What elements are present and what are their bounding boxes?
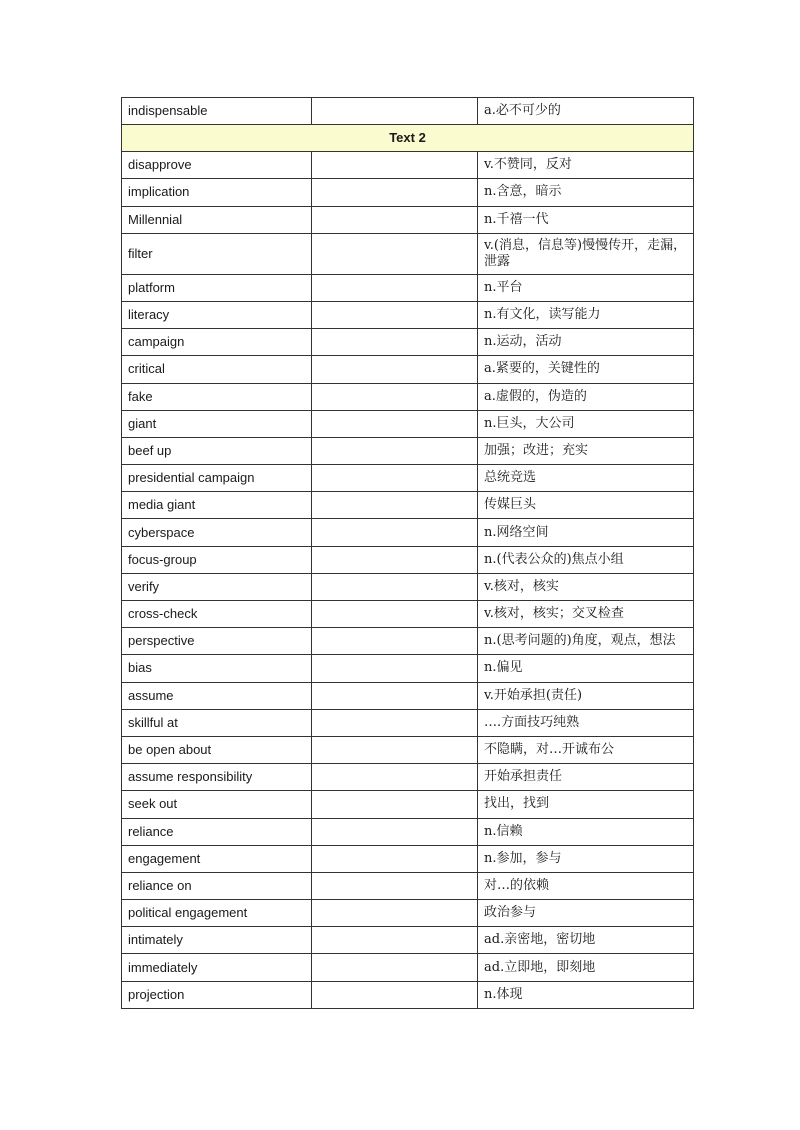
definition-cell: 不隐瞒，对…开诚布公: [478, 736, 694, 763]
note-cell[interactable]: [312, 655, 478, 682]
word-cell: perspective: [122, 628, 312, 655]
word-cell: beef up: [122, 437, 312, 464]
note-cell[interactable]: [312, 927, 478, 954]
definition-cell: 政治参与: [478, 900, 694, 927]
definition-cell: 对…的依赖: [478, 872, 694, 899]
table-row: [122, 601, 694, 628]
table-row: [122, 954, 694, 981]
word-cell: filter: [122, 233, 312, 274]
note-cell[interactable]: [312, 233, 478, 274]
word-cell: platform: [122, 274, 312, 301]
note-cell[interactable]: [312, 981, 478, 1008]
note-cell[interactable]: [312, 492, 478, 519]
word-cell: critical: [122, 356, 312, 383]
table-row: [122, 492, 694, 519]
table-row: [122, 274, 694, 301]
note-cell[interactable]: [312, 465, 478, 492]
table-row: [122, 709, 694, 736]
note-cell[interactable]: [312, 356, 478, 383]
word-cell: campaign: [122, 329, 312, 356]
definition-cell: 找出，找到: [478, 791, 694, 818]
note-cell[interactable]: [312, 546, 478, 573]
note-cell[interactable]: [312, 736, 478, 763]
word-cell: projection: [122, 981, 312, 1008]
table-row: [122, 519, 694, 546]
definition-cell: v.核对，核实: [478, 573, 694, 600]
definition-cell: a.必不可少的: [478, 98, 694, 125]
word-cell: implication: [122, 179, 312, 206]
table-row: [122, 329, 694, 356]
table-row: [122, 573, 694, 600]
table-row: [122, 465, 694, 492]
note-cell[interactable]: [312, 791, 478, 818]
word-cell: verify: [122, 573, 312, 600]
definition-cell: ad.亲密地，密切地: [478, 927, 694, 954]
word-cell: engagement: [122, 845, 312, 872]
word-cell: political engagement: [122, 900, 312, 927]
vocabulary-table-body: [122, 98, 694, 1009]
note-cell[interactable]: [312, 519, 478, 546]
definition-cell: n.参加，参与: [478, 845, 694, 872]
note-cell[interactable]: [312, 818, 478, 845]
table-row: [122, 628, 694, 655]
note-cell[interactable]: [312, 98, 478, 125]
word-cell: assume: [122, 682, 312, 709]
definition-cell: n.体现: [478, 981, 694, 1008]
note-cell[interactable]: [312, 383, 478, 410]
definition-cell: n.(代表公众的)焦点小组: [478, 546, 694, 573]
note-cell[interactable]: [312, 437, 478, 464]
note-cell[interactable]: [312, 206, 478, 233]
note-cell[interactable]: [312, 845, 478, 872]
table-row: [122, 981, 694, 1008]
word-cell: literacy: [122, 301, 312, 328]
word-cell: media giant: [122, 492, 312, 519]
definition-cell: ad.立即地，即刻地: [478, 954, 694, 981]
vocabulary-table: [121, 97, 694, 1009]
note-cell[interactable]: [312, 682, 478, 709]
word-cell: intimately: [122, 927, 312, 954]
word-cell: cyberspace: [122, 519, 312, 546]
note-cell[interactable]: [312, 709, 478, 736]
note-cell[interactable]: [312, 573, 478, 600]
note-cell[interactable]: [312, 601, 478, 628]
table-row: [122, 764, 694, 791]
note-cell[interactable]: [312, 628, 478, 655]
definition-cell: n.信赖: [478, 818, 694, 845]
word-cell: presidential campaign: [122, 465, 312, 492]
definition-cell: a.虚假的，伪造的: [478, 383, 694, 410]
table-row: [122, 900, 694, 927]
word-cell: indispensable: [122, 98, 312, 125]
note-cell[interactable]: [312, 764, 478, 791]
table-row: [122, 356, 694, 383]
note-cell[interactable]: [312, 872, 478, 899]
word-cell: bias: [122, 655, 312, 682]
table-row: [122, 655, 694, 682]
note-cell[interactable]: [312, 274, 478, 301]
word-cell: be open about: [122, 736, 312, 763]
note-cell[interactable]: [312, 301, 478, 328]
note-cell[interactable]: [312, 900, 478, 927]
table-row: [122, 179, 694, 206]
definition-cell: v.不赞同，反对: [478, 152, 694, 179]
definition-cell: 传媒巨头: [478, 492, 694, 519]
word-cell: seek out: [122, 791, 312, 818]
definition-cell: a.紧要的，关键性的: [478, 356, 694, 383]
table-row: [122, 233, 694, 274]
word-cell: cross-check: [122, 601, 312, 628]
definition-cell: n.有文化，读写能力: [478, 301, 694, 328]
table-row: [122, 152, 694, 179]
definition-cell: n.网络空间: [478, 519, 694, 546]
definition-cell: n.偏见: [478, 655, 694, 682]
table-row: [122, 546, 694, 573]
table-row: [122, 98, 694, 125]
table-row: [122, 410, 694, 437]
table-row: [122, 927, 694, 954]
word-cell: immediately: [122, 954, 312, 981]
table-row: [122, 301, 694, 328]
section-header-row: [122, 125, 694, 152]
word-cell: skillful at: [122, 709, 312, 736]
definition-cell: n.千禧一代: [478, 206, 694, 233]
definition-cell: v.开始承担(责任): [478, 682, 694, 709]
table-row: [122, 791, 694, 818]
table-row: [122, 818, 694, 845]
table-row: [122, 845, 694, 872]
definition-cell: v.核对，核实；交叉检查: [478, 601, 694, 628]
definition-cell: n.巨头，大公司: [478, 410, 694, 437]
word-cell: focus-group: [122, 546, 312, 573]
table-row: [122, 383, 694, 410]
definition-cell: v.(消息，信息等)慢慢传开，走漏，泄露: [478, 233, 694, 274]
table-row: [122, 872, 694, 899]
note-cell[interactable]: [312, 152, 478, 179]
definition-cell: n.运动，活动: [478, 329, 694, 356]
word-cell: reliance: [122, 818, 312, 845]
definition-cell: 总统竞选: [478, 465, 694, 492]
note-cell[interactable]: [312, 329, 478, 356]
table-row: [122, 437, 694, 464]
table-row: [122, 682, 694, 709]
definition-cell: n.平台: [478, 274, 694, 301]
note-cell[interactable]: [312, 179, 478, 206]
note-cell[interactable]: [312, 410, 478, 437]
word-cell: reliance on: [122, 872, 312, 899]
word-cell: Millennial: [122, 206, 312, 233]
definition-cell: n.含意，暗示: [478, 179, 694, 206]
word-cell: assume responsibility: [122, 764, 312, 791]
definition-cell: 开始承担责任: [478, 764, 694, 791]
definition-cell: 加强；改进；充实: [478, 437, 694, 464]
word-cell: disapprove: [122, 152, 312, 179]
definition-cell: ….方面技巧纯熟: [478, 709, 694, 736]
definition-cell: n.(思考问题的)角度，观点，想法: [478, 628, 694, 655]
note-cell[interactable]: [312, 954, 478, 981]
word-cell: fake: [122, 383, 312, 410]
table-row: [122, 736, 694, 763]
section-title: Text 2: [122, 125, 694, 152]
vocabulary-sheet: [121, 97, 694, 1009]
word-cell: giant: [122, 410, 312, 437]
table-row: [122, 206, 694, 233]
